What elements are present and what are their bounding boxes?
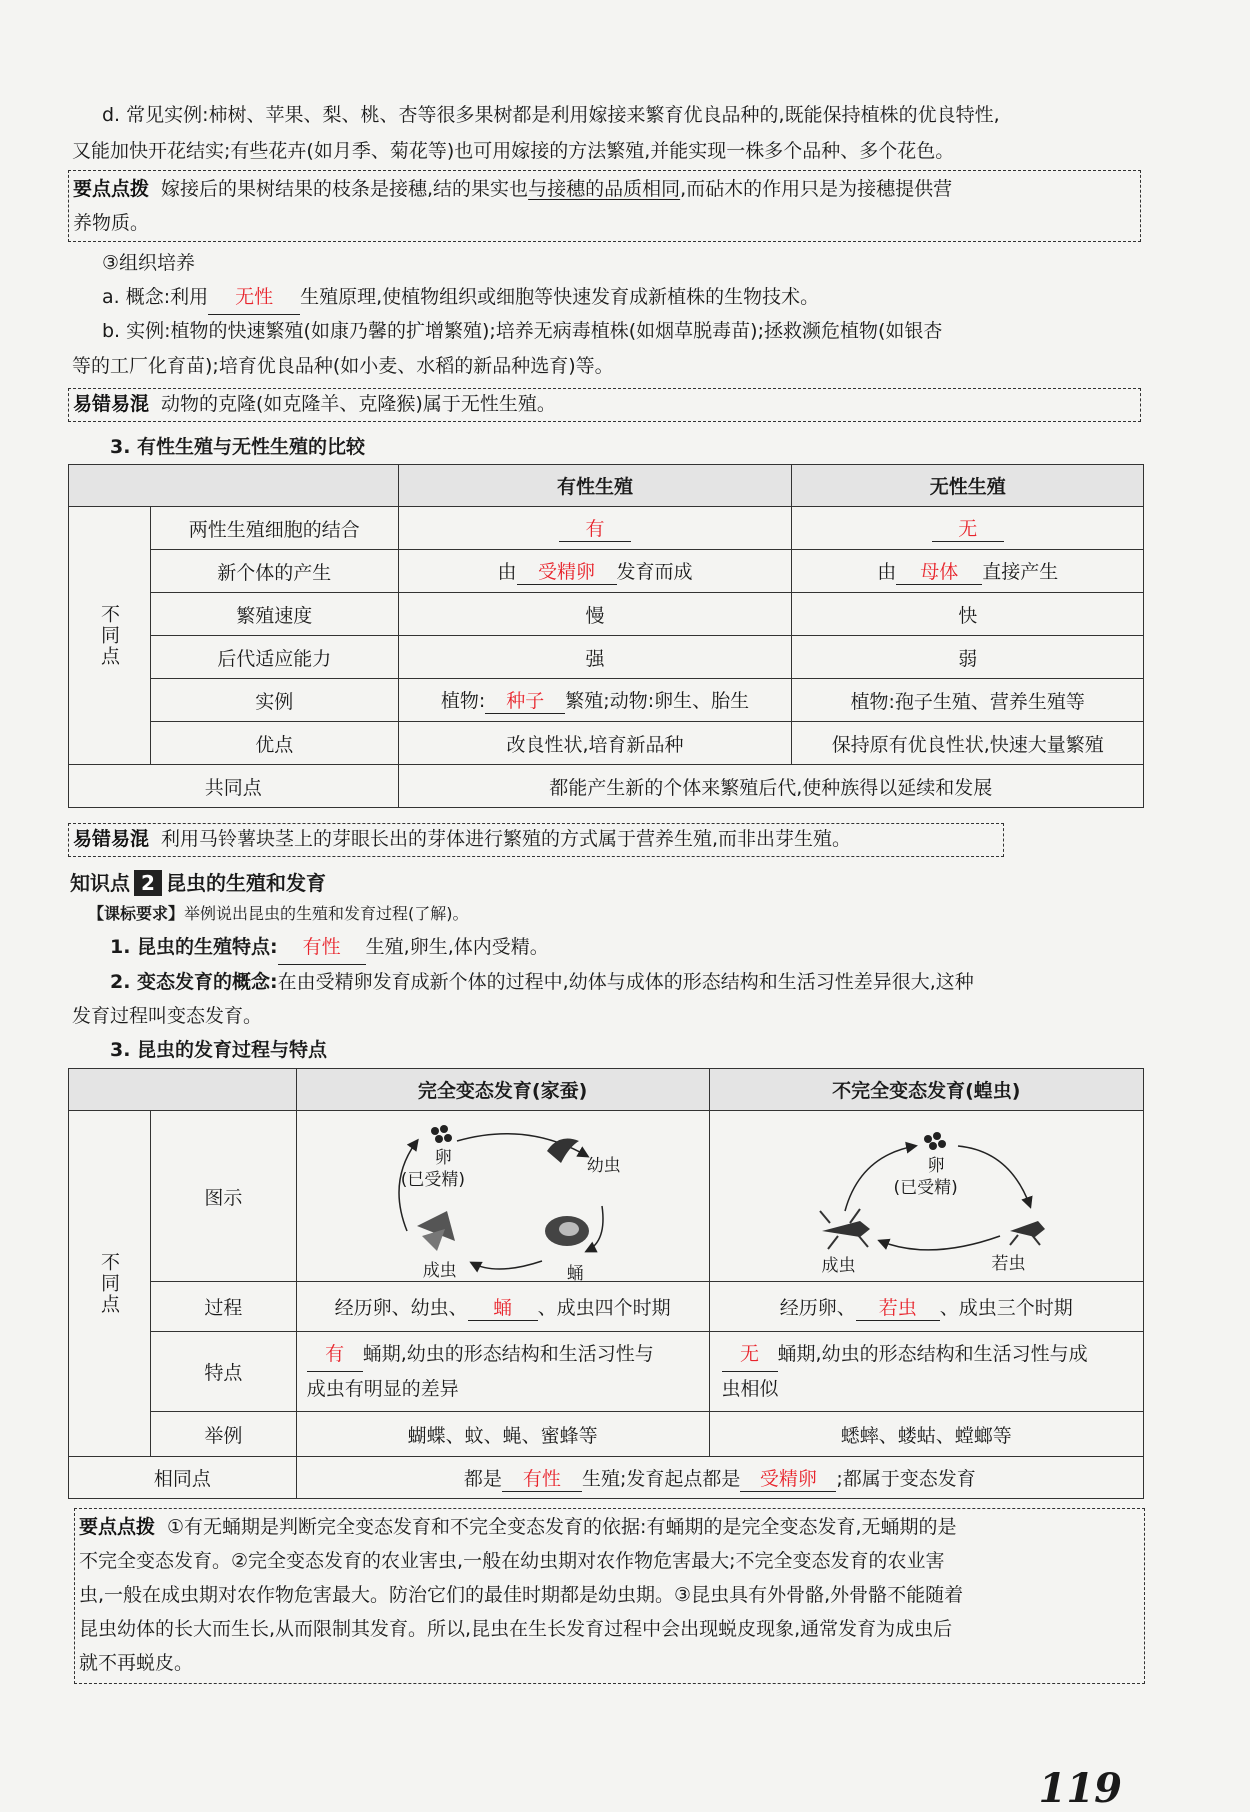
common-label-2: 相同点: [69, 1457, 297, 1499]
egg-icon: [924, 1132, 946, 1150]
moth-icon: [417, 1211, 455, 1251]
paragraph-examples-1: d. 常见实例:柿树、苹果、梨、桃、杏等很多果树都是利用嫁接来繁育优良品种的,既能保持植株的优良特性,: [102, 104, 1000, 126]
row-label: 特点: [151, 1332, 297, 1412]
error-box-1: 易错易混 动物的克隆(如克隆羊、克隆猴)属于无性生殖。: [68, 388, 1141, 422]
comparison-table: 有性生殖 无性生殖 不同点 两性生殖细胞的结合 有 无 新个体的产生 由 受精卵 发育而成 由 母体 直接产生 繁殖速度 慢 快 后代适应能力 强 弱 实例 植物: 种子 繁殖;动物:卵生、胎生 植物:孢子生殖、营养生殖等 优点 改良性状,培育新品种 保持原有优良性状,快速大量繁殖 共同点 都能产生新的个体来繁殖后代,使种族得以延续和发展: [68, 464, 1144, 808]
insect-reproduction: 1. 昆虫的生殖特点: 有性 生殖,卵生,体内受精。: [110, 930, 549, 965]
egg-icon: [431, 1125, 452, 1143]
heading-insect-development: 3. 昆虫的发育过程与特点: [110, 1039, 328, 1061]
development-table: 完全变态发育(家蚕) 不完全变态发育(蝗虫) 不同点 图示 卵 (已受精) 幼虫 成虫 蛹 卵 (已受精) 成虫 若虫 过程 经历卵、幼虫、 蛹 、成虫四个时期 经历卵、 若虫 、成虫三个时期 特点 有 蛹期,幼虫的形态结构和生活习性与 成虫有明显的差异 无 蛹期,幼虫的形态结构和生活习性与成 虫相似 举例 蝴蝶、蚊、蝇、蜜蜂等 蟋蟀、蝼蛄、螳螂等 相同点 都是 有性 生殖;发育起点都是 受精卵 ;都属于变态发育: [68, 1068, 1144, 1499]
row-label: 实例: [151, 679, 399, 722]
paragraph-examples-2: 又能加快开花结实;有些花卉(如月季、菊花等)也可用嫁接的方法繁殖,并能实现一株多个品种、多个花色。: [72, 140, 955, 162]
row-label: 新个体的产生: [151, 550, 399, 593]
row-label: 举例: [151, 1412, 297, 1457]
concept-line: a. 概念:利用 无性 生殖原理,使植物组织或细胞等快速发育成新植株的生物技术。: [102, 280, 819, 315]
pupa-icon: [545, 1216, 589, 1246]
section-tissue-culture: ③组织培养: [102, 252, 196, 274]
nymph-icon: [1010, 1221, 1045, 1245]
larva-icon: [547, 1139, 579, 1163]
grasshopper-icon: [820, 1209, 870, 1249]
metamorphosis-concept-2: 发育过程叫变态发育。: [72, 1005, 263, 1027]
blank-asexual: 无性: [208, 280, 300, 315]
row-label: 后代适应能力: [151, 636, 399, 679]
knowledge-point-2: 知识点 2 昆虫的生殖和发育: [70, 871, 326, 895]
group-different: 不同点: [69, 507, 151, 765]
col-incomplete: 不完全变态发育(蝗虫): [709, 1069, 1143, 1111]
common-value-2: 都是 有性 生殖;发育起点都是 受精卵 ;都属于变态发育: [296, 1457, 1143, 1499]
example-line-1: b. 实例:植物的快速繁殖(如康乃馨的扩增繁殖);培养无病毒植株(如烟草脱毒苗);拯救濒危植物(如银杏: [102, 320, 943, 342]
page-number: 119: [1038, 1765, 1122, 1812]
row-label: 优点: [151, 722, 399, 765]
row-label: 过程: [151, 1282, 297, 1332]
example-line-2: 等的工厂化育苗);培育优良品种(如小麦、水稻的新品种选育)等。: [72, 355, 614, 377]
error-box-2: 易错易混 利用马铃薯块茎上的芽眼长出的芽体进行繁殖的方式属于营养生殖,而非出芽生殖。: [68, 823, 1004, 857]
row-label: 图示: [151, 1111, 297, 1282]
heading-comparison: 3. 有性生殖与无性生殖的比较: [110, 436, 366, 458]
tip-box-1: 要点点拨 嫁接后的果树结果的枝条是接穗,结的果实也与接穗的品质相同,而砧木的作用只是为接穗提供营 养物质。: [68, 170, 1141, 242]
diagram-complete: 卵 (已受精) 幼虫 成虫 蛹: [296, 1111, 709, 1282]
diagram-incomplete: 卵 (已受精) 成虫 若虫: [709, 1111, 1143, 1282]
tip-box-2: 要点点拨 ①有无蛹期是判断完全变态发育和不完全变态发育的依据:有蛹期的是完全变态发育,无蛹期的是 不完全变态发育。②完全变态发育的农业害虫,一般在幼虫期对农作物危害最大;不完全变态发育的农业害 虫,一般在成虫期对农作物危害最大。防治它们的最佳时期都是幼虫期。③昆虫具有外骨骼,外骨骼不能随着 昆虫幼体的长大而生长,从而限制其发育。所以,昆虫在生长发育过程中会出现蜕皮现象,通常发育为成虫后 就不再蜕皮。: [74, 1508, 1145, 1684]
tip-line-2: 养物质。: [73, 212, 150, 234]
common-label: 共同点: [69, 765, 399, 808]
tip-tag: 要点点拨: [73, 178, 150, 200]
col-asexual: 无性生殖: [792, 465, 1144, 507]
group-different-2: 不同点: [69, 1111, 151, 1457]
row-label: 两性生殖细胞的结合: [151, 507, 399, 550]
metamorphosis-concept: 2. 变态发育的概念:在由受精卵发育成新个体的过程中,幼体与成体的形态结构和生活习性差异很大,这种: [110, 971, 974, 993]
row-label: 繁殖速度: [151, 593, 399, 636]
col-sexual: 有性生殖: [398, 465, 792, 507]
col-complete: 完全变态发育(家蚕): [296, 1069, 709, 1111]
cycle-complete-svg: [297, 1111, 727, 1281]
curriculum-requirement: 【课标要求】举例说出昆虫的生殖和发育过程(了解)。: [88, 904, 469, 923]
common-value: 都能产生新的个体来繁殖后代,使种族得以延续和发展: [398, 765, 1143, 808]
